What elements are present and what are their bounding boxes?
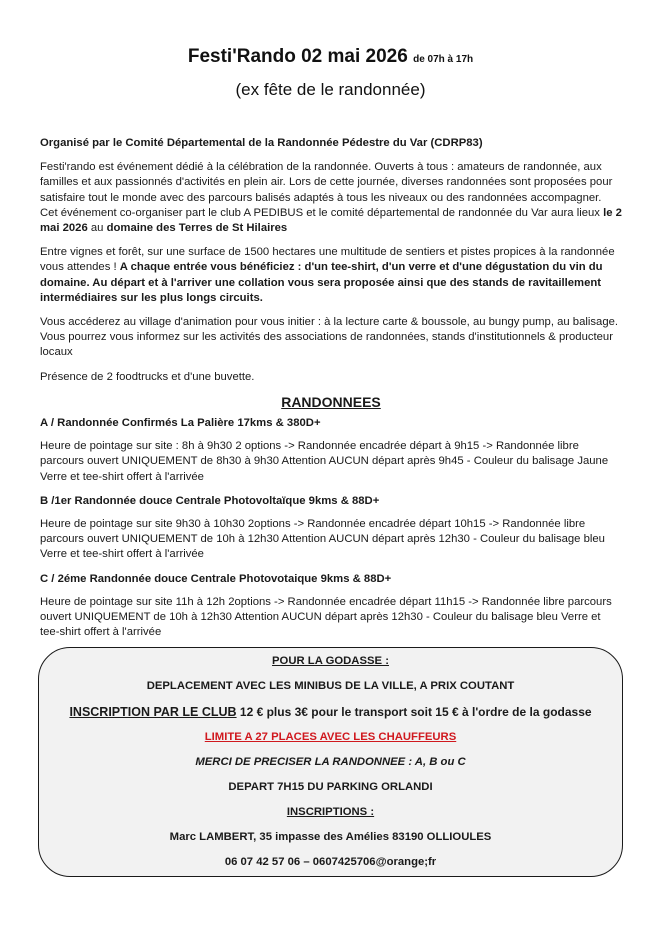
intro-paragraph: Festi'rando est événement dédié à la célébration de la randonnée. Ouverts à tous : amateurs de randonnée, aux familles et aux passionnés d'activités en plein air. Lors de cette journée, diverses randonnées sont proposées pour satisfaire tout le monde avec des parcours balisés adaptés à tous les niveaux ou des randonnées accompagner. Cet événement co-organiser part le club A PEDIBUS et le comité départemental de randonnée du Var aura lieux le 2 mai 2026 au domaine des Terres de St Hilaires (40, 161, 622, 235)
event-date: le 2 mai 2026 (40, 206, 622, 235)
randonnees-heading: RANDONNEES (281, 393, 381, 410)
depart-line: DEPART 7H15 DU PARKING ORLANDI (228, 781, 433, 793)
preciser-line: MERCI DE PRECISER LA RANDONNEE : A, B ou C (195, 756, 466, 768)
limit-line: LIMITE A 27 PLACES AVEC LES CHAUFFEURS (204, 731, 457, 743)
transport-line: DEPLACEMENT AVEC LES MINIBUS DE LA VILLE, A PRIX COUTANT (146, 680, 515, 692)
randonnee-title: C / 2éme Randonnée douce Centrale Photovotaique 9kms & 88D+ (40, 572, 392, 585)
event-title: Festi'Rando 02 mai 2026 (187, 46, 408, 67)
foodtrucks-paragraph: Présence de 2 foodtrucks et d'une buvette. (40, 370, 255, 383)
inscription-label: INSCRIPTION PAR LE CLUB (69, 705, 237, 719)
inscriptions-heading: INSCRIPTIONS : (286, 806, 375, 818)
randonnee-c (40, 572, 622, 641)
godasse-info-box (38, 647, 623, 877)
body-content (40, 136, 622, 649)
benefits-paragraph: Entre vignes et forêt, sur une surface de 1500 hectares une multitude de sentiers et pistes propices à la randonnée vous attendes ! A chaque entrée vous bénéficiez : d'un tee-shirt, d'un verre et d'une dégustation du vin du domaine. Au départ et à l'arriver une collation vous sera proposée ainsi que des stands de ravitaillement intermédiaires sur les plus longs circuits. (40, 246, 615, 304)
godasse-heading: POUR LA GODASSE : (272, 655, 389, 667)
randonnee-title: A / Randonnée Confirmés La Palière 17kms & 380D+ (40, 417, 321, 430)
page-subtitle: (ex fête de le randonnée) (235, 80, 426, 99)
inscription-line (39, 705, 622, 719)
randonnee-details: Heure de pointage sur site : 8h à 9h30 2 options -> Randonnée encadrée départ à 9h15 -> Randonnée libre parcours ouvert UNIQUEMENT de 8h30 à 9h30 Attention AUCUN départ après 9h45 - Couleur du balisage Jaune Verre et tee-shirt offert à l'arrivée (40, 440, 609, 483)
randonnee-b (40, 494, 622, 563)
randonnee-title: B /1er Randonnée douce Centrale Photovoltaïque 9kms & 88D+ (40, 494, 380, 507)
event-hours: de 07h à 17h (413, 54, 474, 65)
contact-phone-email: 06 07 42 57 06 – 0607425706@orange;fr (224, 856, 437, 868)
organizer-line: Organisé par le Comité Départemental de la Randonnée Pédestre du Var (CDRP83) (40, 137, 483, 149)
inscription-price: 12 € plus 3€ pour le transport soit 15 € à l'ordre de la godasse (236, 705, 592, 719)
contact-address: Marc LAMBERT, 35 impasse des Amélies 83190 OLLIOULES (169, 831, 492, 843)
event-venue: domaine des Terres de St Hilaires (106, 222, 288, 235)
randonnee-details: Heure de pointage sur site 9h30 à 10h30 2options -> Randonnée encadrée départ 10h15 -> Randonnée libre parcours ouvert UNIQUEMENT de 10h à 12h30 Attention AUCUN départ après 12h30 - Couleur du balisage bleu Verre et tee-shirt offert à l'arrivée (40, 518, 605, 561)
randonnee-details: Heure de pointage sur site 11h à 12h 2options -> Randonnée encadrée départ 11h15 -> Randonnée libre parcours ouvert UNIQUEMENT de 10h à 12h30 Attention AUCUN départ après 12h30 - Couleur du balisage bleu Verre et tee-shirt offert à l'arrivée (40, 595, 612, 639)
page-title (0, 46, 661, 68)
village-paragraph: Vous accéderez au village d'animation pour vous initier : à la lecture carte & boussole, au bungy pump, au balisage. Vous pourrez vous informez sur les activités des associations de randonnées, stands d'institutionnels & producteur locaux (40, 316, 619, 359)
randonnee-a (40, 416, 622, 485)
